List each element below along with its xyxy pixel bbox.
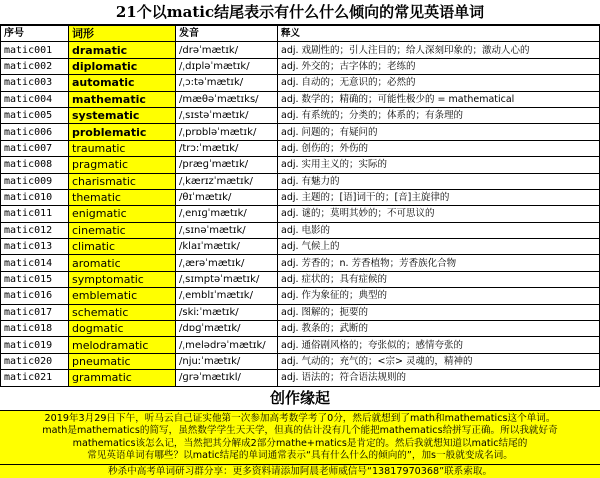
- row-meaning: adj. 创伤的；外伤的: [278, 140, 600, 156]
- story-line: 2019年3月29日下午，听马云自己证实他第一次参加高考数学考了0分，然后就想到了math和mathematics这个单词。: [44, 412, 556, 424]
- table-row: [1, 124, 600, 140]
- story-line: math是mathematics的简写，虽然数学学生天天学，但真的估计没有几个能把mathematics给拼写正确。所以我就好奇: [42, 425, 558, 437]
- row-num: matic005: [1, 107, 69, 123]
- row-meaning: adj. 自动的；无意识的；必然的: [278, 75, 600, 91]
- row-meaning: adj. 问题的；有疑问的: [278, 124, 600, 140]
- table-row: [1, 255, 600, 271]
- row-num: matic020: [1, 353, 69, 369]
- row-num: matic015: [1, 271, 69, 287]
- table-row: [1, 337, 600, 353]
- row-word: pneumatic: [69, 353, 176, 369]
- row-num: matic010: [1, 189, 69, 205]
- story-text: [0, 411, 600, 464]
- table-row: [1, 288, 600, 304]
- row-word: thematic: [69, 189, 176, 205]
- table-row: [1, 206, 600, 222]
- table-row: [1, 91, 600, 107]
- row-phonetic: /ˌɔ:təˈmætɪk/: [176, 75, 278, 91]
- row-num: matic013: [1, 239, 69, 255]
- row-meaning: adj. 有魅力的: [278, 173, 600, 189]
- row-word: problematic: [69, 124, 176, 140]
- row-word: charismatic: [69, 173, 176, 189]
- row-phonetic: /njuːˈmætɪk/: [176, 353, 278, 369]
- row-meaning: adj. 电影的: [278, 222, 600, 238]
- row-word: climatic: [69, 239, 176, 255]
- row-num: matic012: [1, 222, 69, 238]
- row-phonetic: /skiːˈmætɪk/: [176, 304, 278, 320]
- row-meaning: adj. 有系统的；分类的；体系的；有条理的: [278, 107, 600, 123]
- row-num: matic016: [1, 288, 69, 304]
- row-phonetic: /ˌemblɪˈmætɪk/: [176, 288, 278, 304]
- row-num: matic018: [1, 321, 69, 337]
- row-meaning: adj. 作为象征的；典型的: [278, 288, 600, 304]
- table-row: [1, 107, 600, 123]
- row-meaning: adj. 症状的；具有症候的: [278, 271, 600, 287]
- row-meaning: adj. 气候上的: [278, 239, 600, 255]
- row-word: mathematic: [69, 91, 176, 107]
- row-phonetic: /trɔ:ˈmætɪk/: [176, 140, 278, 156]
- row-word: emblematic: [69, 288, 176, 304]
- row-phonetic: /mæθəˈmætɪks/: [176, 91, 278, 107]
- row-word: cinematic: [69, 222, 176, 238]
- header-meaning: 释义: [278, 26, 600, 42]
- table-row: [1, 271, 600, 287]
- row-meaning: adj. 主题的；[语]词干的；[音]主旋律的: [278, 189, 600, 205]
- row-num: matic017: [1, 304, 69, 320]
- row-num: matic006: [1, 124, 69, 140]
- row-meaning: adj. 戏剧性的；引人注目的；给人深刻印象的；激动人心的: [278, 42, 600, 58]
- row-word: grammatic: [69, 370, 176, 386]
- row-num: matic008: [1, 157, 69, 173]
- row-phonetic: /ˌærəˈmætɪk/: [176, 255, 278, 271]
- header-word: 词形: [69, 26, 176, 42]
- row-phonetic: /ˌprɒbləˈmætɪk/: [176, 124, 278, 140]
- row-word: enigmatic: [69, 206, 176, 222]
- row-num: matic001: [1, 42, 69, 58]
- row-word: automatic: [69, 75, 176, 91]
- row-phonetic: /ˌenɪɡˈmætɪk/: [176, 206, 278, 222]
- row-phonetic: /dɒɡˈmætɪk/: [176, 321, 278, 337]
- row-meaning: adj. 芳香的；n. 芳香植物；芳香族化合物: [278, 255, 600, 271]
- word-table: [0, 25, 600, 387]
- row-word: dramatic: [69, 42, 176, 58]
- row-num: matic004: [1, 91, 69, 107]
- table-row: [1, 189, 600, 205]
- footer-note: 秒杀中高考单词研习群分享：更多资料请添加阿晨老师威信号“13817970368”联系索取。: [0, 464, 600, 478]
- row-num: matic011: [1, 206, 69, 222]
- table-header-row: [1, 26, 600, 42]
- table-row: [1, 321, 600, 337]
- row-word: systematic: [69, 107, 176, 123]
- row-num: matic007: [1, 140, 69, 156]
- table-row: [1, 42, 600, 58]
- row-meaning: adj. 语法的；符合语法规则的: [278, 370, 600, 386]
- header-phonetic: 发音: [176, 26, 278, 42]
- table-row: [1, 173, 600, 189]
- row-phonetic: /θɪˈmætɪk/: [176, 189, 278, 205]
- row-word: aromatic: [69, 255, 176, 271]
- row-phonetic: /ɡrəˈmætɪkl/: [176, 370, 278, 386]
- header-num: 序号: [1, 26, 69, 42]
- table-row: [1, 239, 600, 255]
- row-meaning: adj. 实用主义的；实际的: [278, 157, 600, 173]
- table-row: [1, 304, 600, 320]
- row-meaning: adj. 谜的；莫明其妙的；不可思议的: [278, 206, 600, 222]
- row-phonetic: /ˌsɪmptəˈmætɪk/: [176, 271, 278, 287]
- row-word: melodramatic: [69, 337, 176, 353]
- row-phonetic: /ˌmelədrəˈmætɪk/: [176, 337, 278, 353]
- table-row: [1, 157, 600, 173]
- row-meaning: adj. 教条的；武断的: [278, 321, 600, 337]
- table-row: [1, 222, 600, 238]
- row-num: matic019: [1, 337, 69, 353]
- story-line: 常见英语单词有哪些？以matic结尾的单词通常表示“具有什么什么的倾向的”，加s一般就变成名词。: [87, 450, 513, 462]
- row-num: matic003: [1, 75, 69, 91]
- row-phonetic: /klaɪˈmætɪk/: [176, 239, 278, 255]
- row-meaning: adj. 外交的；古字体的；老练的: [278, 58, 600, 74]
- row-num: matic009: [1, 173, 69, 189]
- row-meaning: adj. 通俗剧风格的；夸张似的；感情夸张的: [278, 337, 600, 353]
- table-row: [1, 58, 600, 74]
- table-row: [1, 353, 600, 369]
- row-phonetic: /ˌsɪnəˈmætɪk/: [176, 222, 278, 238]
- row-phonetic: /ˌsɪstəˈmætɪk/: [176, 107, 278, 123]
- table-row: [1, 140, 600, 156]
- row-phonetic: /ˌdɪpləˈmætɪk/: [176, 58, 278, 74]
- section-title: 创作缘起: [0, 387, 600, 411]
- row-num: matic021: [1, 370, 69, 386]
- row-phonetic: /ˌkærɪzˈmætɪk/: [176, 173, 278, 189]
- page-title: 21个以matic结尾表示有什么什么倾向的常见英语单词: [0, 0, 600, 25]
- row-word: dogmatic: [69, 321, 176, 337]
- row-meaning: adj. 数学的；精确的；可能性极少的 = mathematical: [278, 91, 600, 107]
- table-row: [1, 75, 600, 91]
- story-line: mathematics该怎么记，当然把其分解成2部分mathe+matics是肯定的。然后我就想知道以matic结尾的: [72, 437, 528, 449]
- row-word: traumatic: [69, 140, 176, 156]
- row-meaning: adj. 气动的；充气的；<宗> 灵魂的，精神的: [278, 353, 600, 369]
- row-word: schematic: [69, 304, 176, 320]
- row-word: pragmatic: [69, 157, 176, 173]
- row-phonetic: /drəˈmætɪk/: [176, 42, 278, 58]
- row-meaning: adj. 图解的；扼要的: [278, 304, 600, 320]
- row-num: matic014: [1, 255, 69, 271]
- table-row: [1, 370, 600, 386]
- row-word: symptomatic: [69, 271, 176, 287]
- row-phonetic: /præɡˈmætɪk/: [176, 157, 278, 173]
- row-word: diplomatic: [69, 58, 176, 74]
- row-num: matic002: [1, 58, 69, 74]
